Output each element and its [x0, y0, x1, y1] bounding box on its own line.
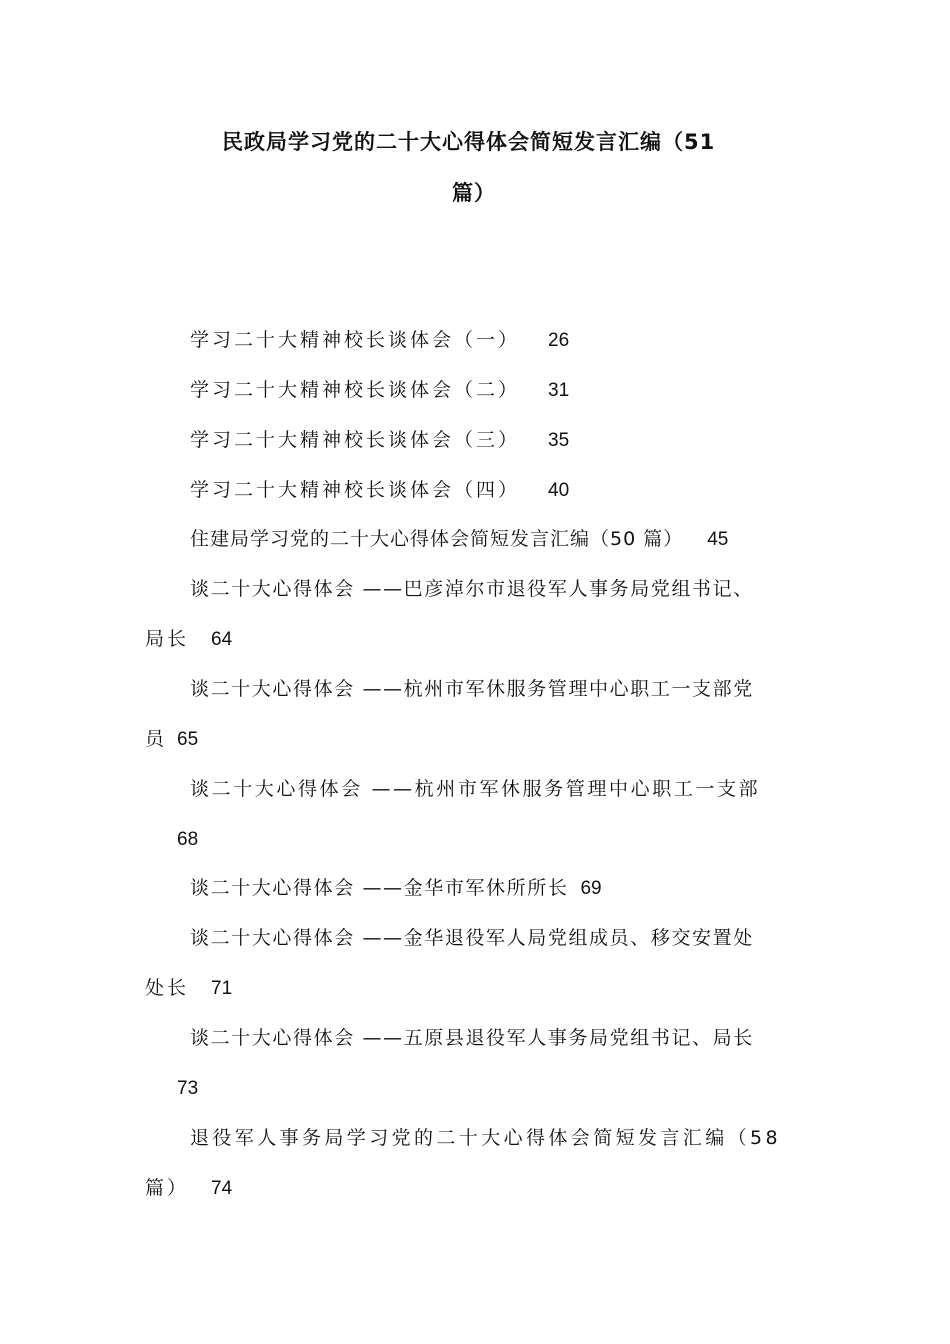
toc-entry[interactable]	[190, 576, 754, 602]
toc-entry[interactable]	[190, 676, 754, 702]
toc-entry-continuation[interactable]	[177, 1075, 198, 1102]
toc-entry-page: 69	[580, 878, 602, 899]
toc-entry[interactable]	[190, 925, 754, 951]
toc-entry-page: 64	[211, 629, 233, 650]
toc-entry-page: 31	[548, 380, 570, 401]
toc-entry[interactable]	[190, 1125, 781, 1151]
toc-entry[interactable]	[190, 427, 569, 454]
toc-entry-text: 谈二十大心得体会 ——金华市军休所所长	[190, 877, 569, 899]
toc-entry-continuation[interactable]	[145, 1175, 232, 1202]
toc-entry-text-cont: 处长	[145, 977, 190, 999]
toc-entry-page: 45	[707, 529, 729, 550]
toc-entry[interactable]	[190, 477, 569, 504]
toc-entry-text-cont: 篇）	[145, 1177, 190, 1199]
document-title-line-2: 篇）	[452, 181, 496, 205]
toc-entry-text: 学习二十大精神校长谈体会（四）	[190, 479, 521, 501]
toc-entry-page: 71	[211, 978, 233, 999]
toc-entry-text: 谈二十大心得体会 ——杭州市军休服务管理中心职工一支部党	[190, 678, 754, 700]
toc-entry-text: 谈二十大心得体会 ——五原县退役军人事务局党组书记、局长	[190, 1027, 754, 1049]
toc-entry[interactable]	[190, 327, 569, 354]
toc-entry-continuation[interactable]	[145, 626, 232, 653]
toc-entry-text-cont: 员	[145, 728, 168, 750]
toc-entry-text: 谈二十大心得体会 ——金华退役军人局党组成员、移交安置处	[190, 927, 754, 949]
toc-entry-page: 68	[177, 829, 199, 850]
toc-entry-text: 学习二十大精神校长谈体会（一）	[190, 329, 521, 351]
toc-entry-page: 35	[548, 430, 570, 451]
toc-entry-text: 谈二十大心得体会 ——杭州市军休服务管理中心职工一支部	[190, 778, 761, 800]
toc-entry-text: 退役军人事务局学习党的二十大心得体会简短发言汇编（58	[190, 1127, 781, 1149]
toc-entry-text: 学习二十大精神校长谈体会（二）	[190, 379, 521, 401]
toc-entry[interactable]	[190, 1025, 754, 1051]
toc-entry-page: 40	[548, 480, 570, 501]
toc-entry-text: 学习二十大精神校长谈体会（三）	[190, 429, 521, 451]
toc-entry-text: 住建局学习党的二十大心得体会简短发言汇编（50 篇）	[190, 528, 684, 550]
toc-entry-page: 26	[548, 330, 570, 351]
toc-entry[interactable]	[190, 526, 728, 553]
toc-entry-page: 74	[211, 1178, 233, 1199]
toc-entry[interactable]	[190, 776, 760, 802]
toc-entry[interactable]	[190, 875, 602, 902]
toc-entry-text-cont: 局长	[145, 628, 190, 650]
toc-entry-continuation[interactable]	[145, 975, 232, 1002]
toc-entry-text: 谈二十大心得体会 ——巴彦淖尔市退役军人事务局党组书记、	[190, 578, 754, 600]
toc-entry-page: 65	[177, 729, 199, 750]
document-title-line-1: 民政局学习党的二十大心得体会简短发言汇编（51	[222, 130, 716, 154]
toc-entry-page: 73	[177, 1078, 199, 1099]
toc-entry-continuation[interactable]	[145, 726, 198, 753]
toc-entry-continuation[interactable]	[177, 826, 198, 853]
toc-entry[interactable]	[190, 377, 569, 404]
